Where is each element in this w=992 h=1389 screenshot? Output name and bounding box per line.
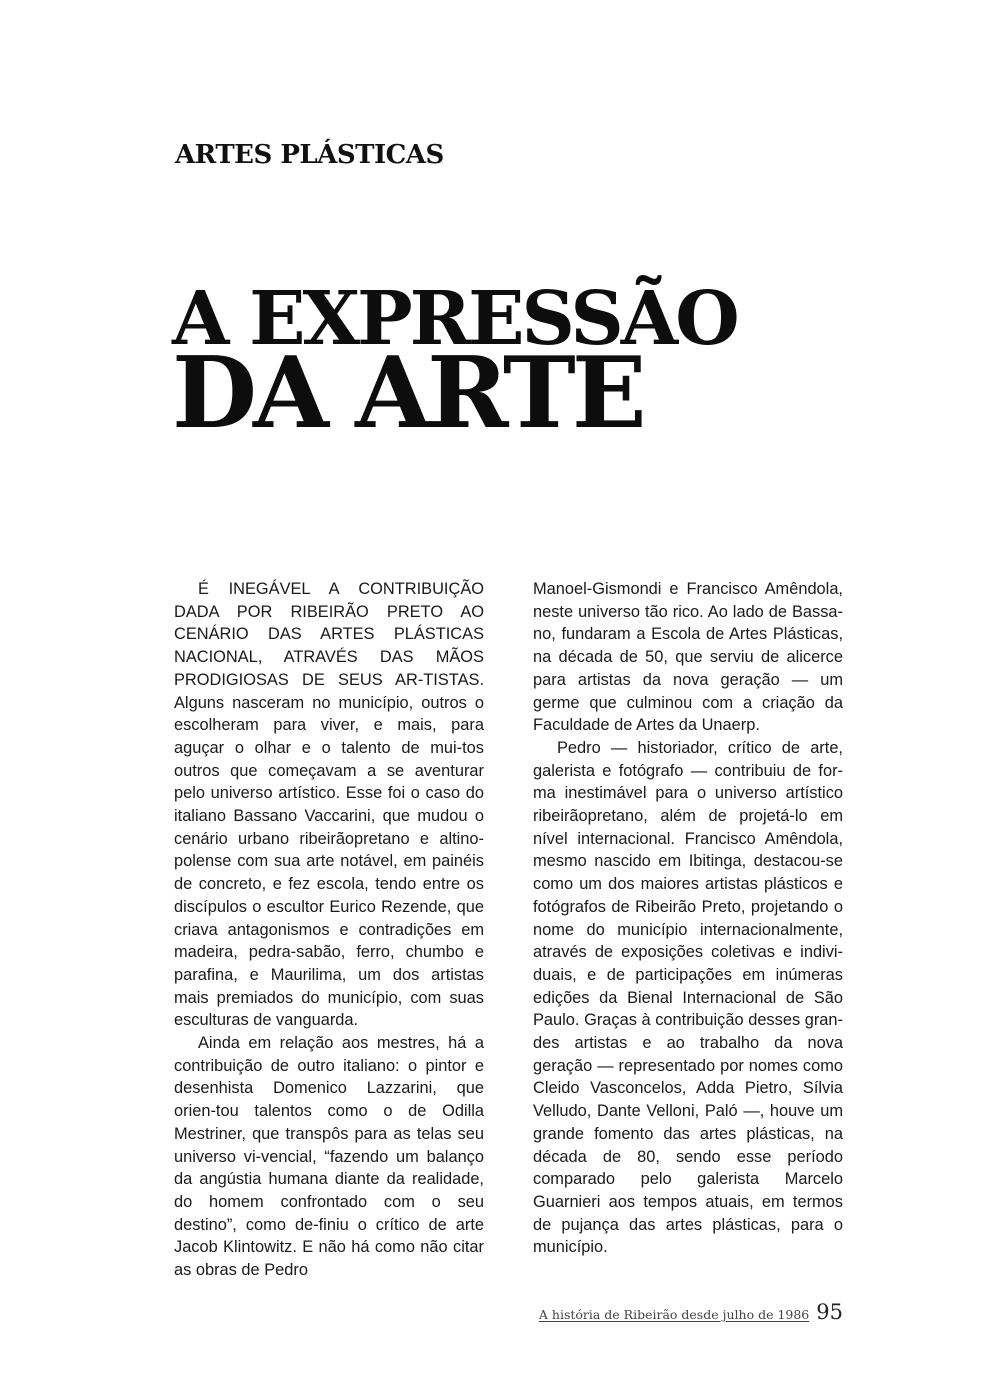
headline-line-1: A EXPRESSÃO (172, 276, 737, 362)
headline-line-2: DA ARTE (172, 335, 643, 451)
article-column-right (533, 578, 843, 1259)
headline (172, 276, 737, 451)
footer-book-title: A história de Ribeirão desde julho de 1986 (538, 1307, 810, 1322)
article-column-left (174, 578, 484, 1282)
article-paragraph: Manoel-Gismondi e Francisco Amêndola, neste universo tão rico. Ao lado de Bassa-no, fundaram a Escola de Artes Plásticas, na década de 50, que serviu de alicerce para artistas da nova geração — um germe que culminou com a criação da Faculdade de Artes da Unaerp. (533, 580, 843, 735)
article-paragraph: Ainda em relação aos mestres, há a contribuição de outro italiano: o pintor e desenhista Domenico Lazzarini, que orien-tou talentos como o de Odilla Mestriner, que transpôs para as telas seu universo vi-vencial, “fazendo um balanço da angústia humana diante da realidade, do homem confrontado com o seu destino”, como de-finiu o crítico de arte Jacob Klintowitz. E não há como não citar as obras de Pedro (174, 1034, 484, 1280)
article-paragraph: É INEGÁVEL A CONTRIBUIÇÃO DADA POR RIBEIRÃO PRETO AO CENÁRIO DAS ARTES PLÁSTICAS NACIONAL, ATRAVÉS DAS MÃOS PRODIGIOSAS DE SEUS AR-TISTAS. Alguns nasceram no município, outros o escolheram para viver, e mais, para aguçar o olhar e o talento de mui-tos outros que começavam a se aventurar pelo universo artístico. Esse foi o caso do italiano Bassano Vaccarini, que mudou o cenário urbano ribeirãopretano e altino-polense com sua arte notável, em painéis de concreto, e fez escola, tendo entre os discípulos o escultor Eurico Rezende, que criava antagonismos e contradições em madeira, pedra-sabão, ferro, chumbo e parafina, e Maurilima, um dos artistas mais premiados do município, com suas esculturas de vanguarda. (174, 580, 484, 1030)
section-label: ARTES PLÁSTICAS (175, 140, 444, 170)
page-footer (539, 1300, 843, 1324)
article-paragraph: Pedro — historiador, crítico de arte, galerista e fotógrafo — contribuiu de for-ma inestimável para o universo artístico ribeirãopretano, além de projetá-lo em nível internacional. Francisco Amêndola, mesmo nascido em Ibitinga, destacou-se como um dos maiores artistas plásticos e fotógrafos de Ribeirão Preto, projetando o nome do município internacionalmente, através de exposições coletivas e indivi-duais, e de participações em inúmeras edições da Bienal Internacional de São Paulo. Graças à contribuição desses gran-des artistas e ao trabalho da nova geração — representado por nomes como Cleido Vasconcelos, Adda Pietro, Sílvia Velludo, Dante Velloni, Paló —, houve um grande fomento das artes plásticas, na década de 80, sendo esse período comparado pelo galerista Marcelo Guarnieri aos tempos atuais, em termos de pujança das artes plásticas, para o município. (533, 738, 843, 1257)
page-number: 95 (816, 1300, 843, 1324)
